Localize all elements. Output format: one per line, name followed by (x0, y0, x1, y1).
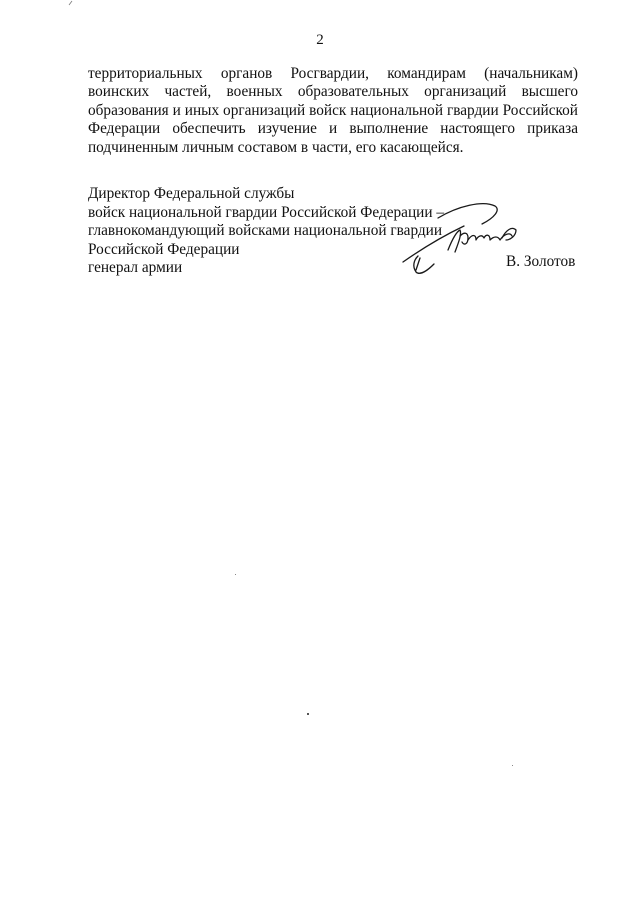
signatory-title-line-1: Директор Федеральной службы (88, 185, 295, 202)
scan-speck (307, 713, 309, 715)
signatory-title-line-2: войск национальной гвардии Российской Федерации – (88, 203, 444, 221)
signature-block (88, 185, 444, 278)
signatory-title-line-3: главнокомандующий войсками национальной гвардии (88, 222, 443, 240)
body-paragraph: территориальных органов Росгвардии, командирам (начальникам) воинских частей, военных образовательных организаций высшего образования и иных организаций войск национальной гвардии Российской Федерации обеспечить изучение и выполнение настоящего приказа подчиненным личным составом в части, его касающейся. (88, 65, 578, 156)
signer-name: В. Золотов (506, 253, 576, 270)
signatory-rank: генерал армии (88, 259, 183, 277)
scan-speck (512, 765, 513, 766)
signatory-title-line-4: Российской Федерации (88, 240, 240, 258)
scan-speck (235, 574, 236, 575)
page-number: 2 (316, 32, 324, 48)
scan-corner-mark (68, 0, 74, 6)
